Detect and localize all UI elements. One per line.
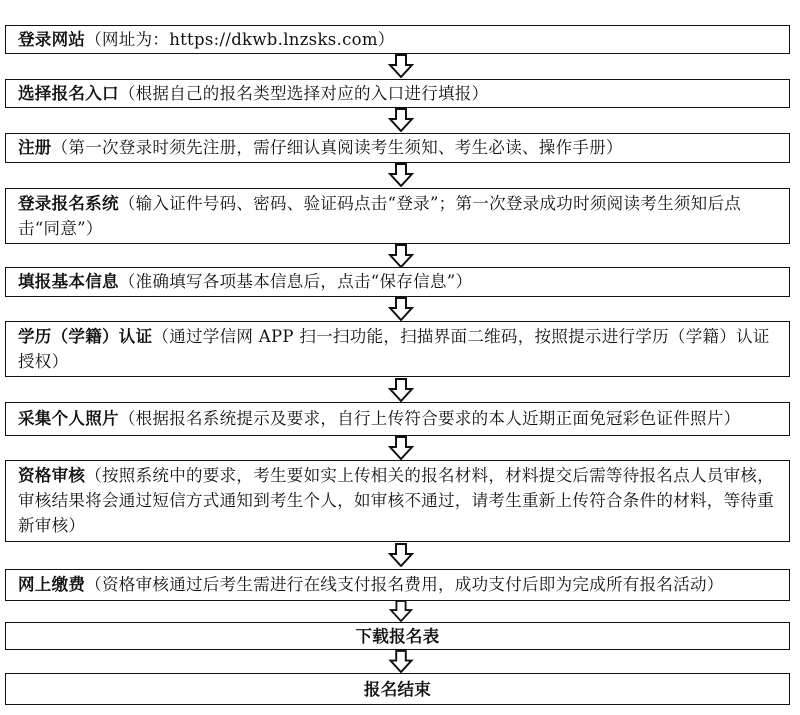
flow-step-login-website (5, 25, 790, 54)
step-title: 报名结束 (363, 679, 432, 699)
down-arrow-icon (388, 436, 414, 460)
flow-step-online-payment (5, 569, 790, 601)
flow-step-register (5, 133, 790, 163)
step-description: （通过学信网 APP 扫一扫功能，扫描界面二维码，按照提示进行学历（学籍）认证授权） (18, 327, 770, 371)
down-arrow-icon (388, 244, 414, 268)
step-description: （网址为：https://dkwb.lnzsks.com） (85, 30, 395, 49)
step-title: 采集个人照片 (18, 409, 119, 428)
flow-step-finish (5, 673, 790, 705)
step-title: 学历（学籍）认证 (18, 327, 153, 346)
step-description: （准确填写各项基本信息后，点击“保存信息”） (118, 272, 473, 291)
down-arrow-icon (388, 378, 414, 402)
down-arrow-icon (388, 297, 414, 321)
step-title: 下载报名表 (355, 626, 440, 646)
flow-step-download-form (5, 622, 790, 650)
step-title: 网上缴费 (18, 575, 86, 594)
step-title: 资格审核 (18, 466, 86, 485)
flow-step-education-verification (5, 321, 790, 377)
step-description: （根据报名系统提示及要求，自行上传符合要求的本人近期正面免冠彩色证件照片） (118, 409, 741, 428)
step-title: 填报基本信息 (18, 272, 119, 291)
down-arrow-icon (388, 108, 414, 132)
down-arrow-icon (388, 54, 414, 78)
down-arrow-icon (388, 163, 414, 187)
step-title: 登录报名系统 (18, 194, 119, 213)
flow-step-qualification-review (5, 460, 790, 542)
flow-step-login-system (5, 188, 790, 244)
flow-step-photo-capture (5, 402, 790, 436)
down-arrow-icon (388, 600, 414, 622)
step-description: （资格审核通过后考生需进行在线支付报名费用，成功支付后即为完成所有报名活动） (85, 575, 724, 594)
step-title: 选择报名入口 (18, 84, 119, 103)
step-description: （根据自己的报名类型选择对应的入口进行填报） (118, 84, 489, 103)
flow-step-basic-info (5, 267, 790, 297)
flow-step-select-entry (5, 79, 790, 108)
down-arrow-icon (388, 543, 414, 567)
down-arrow-icon (388, 650, 414, 673)
step-title: 登录网站 (18, 30, 86, 49)
step-title: 注册 (18, 138, 52, 157)
step-description: （第一次登录时须先注册，需仔细认真阅读考生须知、考生必读、操作手册） (51, 138, 623, 157)
step-description: （输入证件号码、密码、验证码点击“登录”；第一次登录成功时须阅读考生须知后点击“同意”） (18, 194, 742, 238)
step-description: （按照系统中的要求，考生要如实上传相关的报名材料，材料提交后需等待报名点人员审核，审核结果将会通过短信方式通知到考生个人，如审核不通过，请考生重新上传符合条件的材料，等待重新审核） (18, 466, 775, 535)
